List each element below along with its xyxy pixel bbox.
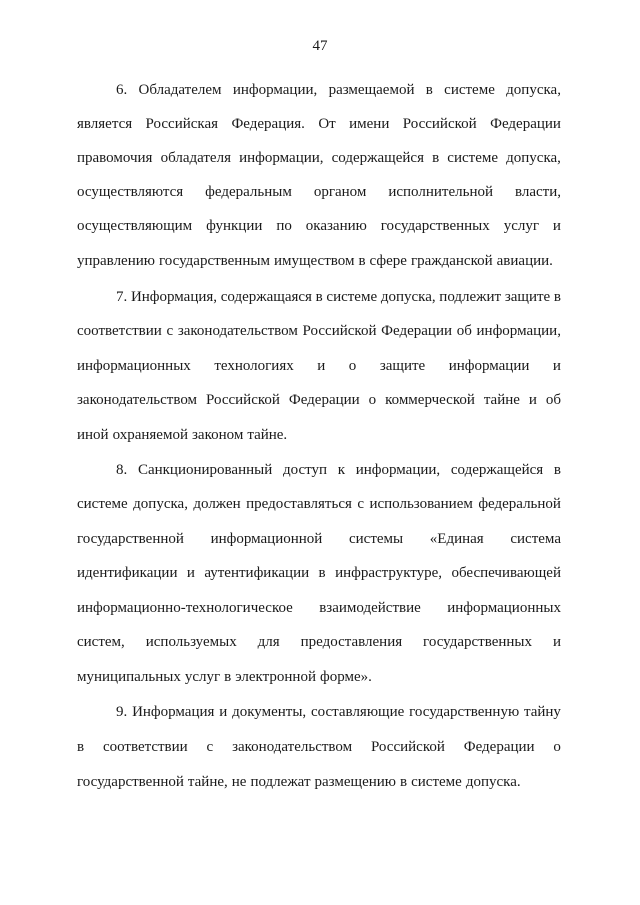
- text-line: [77, 772, 561, 792]
- word: Федерация.: [231, 116, 305, 132]
- word: систем,: [77, 634, 125, 650]
- text-line: [77, 182, 561, 202]
- word: инфраструктуре,: [335, 565, 443, 581]
- word: информационной: [210, 531, 323, 547]
- word: используемых: [145, 634, 237, 650]
- word: обладателя: [160, 150, 231, 166]
- word: в: [315, 289, 323, 305]
- word: в: [553, 462, 561, 478]
- word: должен: [193, 496, 241, 512]
- word: органом: [313, 184, 367, 200]
- word: с: [166, 323, 174, 339]
- word: информации,: [476, 323, 561, 339]
- word: и: [219, 704, 228, 720]
- text-line: [77, 563, 561, 583]
- word: и: [552, 218, 561, 234]
- word: для: [257, 634, 280, 650]
- word: предоставляться: [246, 496, 352, 512]
- word: управлению: [77, 253, 155, 269]
- word: исполнительной: [388, 184, 493, 200]
- word: государственную: [409, 704, 520, 720]
- word: Федерации: [463, 739, 535, 755]
- word: информации,: [239, 150, 324, 166]
- word: осуществляющим: [77, 218, 193, 234]
- word: идентификации: [77, 565, 178, 581]
- word: допуска,: [506, 82, 561, 98]
- word: защите: [504, 289, 551, 305]
- word: подлежат: [250, 774, 311, 790]
- word: об: [545, 392, 561, 408]
- text-line: [116, 287, 561, 307]
- word: допуска,: [133, 496, 188, 512]
- word: государственным: [158, 253, 270, 269]
- word: Российской: [370, 739, 445, 755]
- word: и: [552, 634, 561, 650]
- word: содержащаяся: [220, 289, 312, 305]
- word: имени: [349, 116, 390, 132]
- word: Федерации: [288, 392, 360, 408]
- word: об: [456, 323, 472, 339]
- word: Российской: [205, 392, 280, 408]
- text-line: [77, 390, 561, 410]
- word: и: [552, 358, 561, 374]
- word: обеспечивающей: [451, 565, 561, 581]
- word: система: [510, 531, 561, 547]
- text-line: [116, 702, 561, 722]
- word: Обладателем: [138, 82, 222, 98]
- word: гражданской: [410, 253, 493, 269]
- word: размещению: [314, 774, 397, 790]
- text-line: [77, 321, 561, 341]
- word: допуска,: [380, 289, 436, 305]
- word: и: [186, 565, 195, 581]
- word: соответствии: [102, 739, 188, 755]
- text-line: [77, 148, 561, 168]
- word: информации,: [355, 462, 441, 478]
- word: федеральной: [478, 496, 561, 512]
- word: в: [400, 774, 408, 790]
- word: От: [318, 116, 336, 132]
- text-line: [77, 425, 561, 445]
- word: законодательством: [77, 392, 198, 408]
- text-line: [116, 460, 561, 480]
- word: информации: [448, 358, 530, 374]
- word: информационных: [447, 600, 561, 616]
- word: в: [553, 289, 561, 305]
- text-line: [77, 251, 561, 271]
- word: форме».: [319, 669, 372, 685]
- text-line: [77, 598, 561, 618]
- word: Российская: [145, 116, 219, 132]
- word: документы,: [232, 704, 307, 720]
- page-number: 47: [312, 38, 328, 54]
- word: тайну: [523, 704, 561, 720]
- word: государственных: [380, 218, 490, 234]
- word: правомочия: [77, 150, 153, 166]
- word: взаимодействие: [319, 600, 421, 616]
- text-line: [77, 494, 561, 514]
- word: в: [425, 82, 433, 98]
- word: содержащейся: [450, 462, 544, 478]
- word: о: [368, 392, 377, 408]
- word: информационно-технологическое: [77, 600, 293, 616]
- text-line: [116, 80, 561, 100]
- text-line: [77, 737, 561, 757]
- word: Информация,: [130, 289, 218, 305]
- word: 6.: [116, 82, 128, 98]
- word: в: [318, 565, 326, 581]
- word: электронной: [235, 669, 316, 685]
- word: Российской: [302, 323, 377, 339]
- word: тайне.: [247, 427, 288, 443]
- word: по: [276, 218, 292, 234]
- word: Российской: [402, 116, 477, 132]
- word: системе: [444, 82, 495, 98]
- word: системе: [77, 496, 128, 512]
- word: соответствии: [77, 323, 162, 339]
- word: оказанию: [305, 218, 367, 234]
- word: использованием: [369, 496, 473, 512]
- word: функции: [206, 218, 263, 234]
- word: в: [77, 739, 85, 755]
- word: Федерации: [381, 323, 453, 339]
- text-line: [77, 356, 561, 376]
- word: Санкционированный: [137, 462, 273, 478]
- word: и: [317, 358, 326, 374]
- word: доступ: [282, 462, 328, 478]
- word: составляющие: [310, 704, 405, 720]
- word: системы: [348, 531, 404, 547]
- word: тайне,: [187, 774, 228, 790]
- word: «Единая: [429, 531, 484, 547]
- word: с: [357, 496, 364, 512]
- word: охраняемой: [112, 427, 188, 443]
- word: муниципальных: [77, 669, 181, 685]
- word: иной: [77, 427, 109, 443]
- word: системе: [447, 150, 499, 166]
- text-line: [77, 632, 561, 652]
- text-line: [77, 216, 561, 236]
- word: содержащейся: [331, 150, 424, 166]
- word: информации,: [232, 82, 318, 98]
- word: о: [553, 739, 561, 755]
- word: подлежит: [439, 289, 502, 305]
- word: не: [231, 774, 247, 790]
- word: и: [528, 392, 537, 408]
- word: технологиях: [214, 358, 294, 374]
- text-line: [77, 114, 561, 134]
- word: о: [348, 358, 357, 374]
- word: предоставления: [300, 634, 403, 650]
- word: осуществляются: [77, 184, 184, 200]
- word: является: [77, 116, 133, 132]
- word: системе: [326, 289, 378, 305]
- word: допуска,: [506, 150, 561, 166]
- word: Федерации: [490, 116, 561, 132]
- word: законодательством: [177, 323, 298, 339]
- word: 8.: [116, 462, 128, 478]
- text-line: [77, 667, 561, 687]
- word: государственных: [423, 634, 533, 650]
- word: допуска.: [465, 774, 521, 790]
- word: власти,: [514, 184, 561, 200]
- word: в: [358, 253, 366, 269]
- word: услуг: [503, 218, 539, 234]
- word: сфере: [369, 253, 407, 269]
- word: в: [224, 669, 232, 685]
- word: 7.: [116, 289, 128, 305]
- word: государственной: [77, 774, 184, 790]
- word: имуществом: [273, 253, 355, 269]
- word: государственной: [77, 531, 184, 547]
- word: к: [337, 462, 346, 478]
- word: системе: [411, 774, 462, 790]
- word: информационных: [77, 358, 191, 374]
- word: с: [206, 739, 214, 755]
- text-line: [77, 529, 561, 549]
- word: законом: [191, 427, 244, 443]
- word: услуг: [184, 669, 221, 685]
- word: коммерческой: [385, 392, 475, 408]
- word: аутентификации: [204, 565, 310, 581]
- word: в: [432, 150, 440, 166]
- word: 9.: [116, 704, 128, 720]
- word: тайне: [483, 392, 520, 408]
- word: федеральным: [205, 184, 292, 200]
- word: авиации.: [496, 253, 553, 269]
- word: защите: [379, 358, 426, 374]
- word: законодательством: [232, 739, 353, 755]
- word: размещаемой: [328, 82, 415, 98]
- word: Информация: [132, 704, 215, 720]
